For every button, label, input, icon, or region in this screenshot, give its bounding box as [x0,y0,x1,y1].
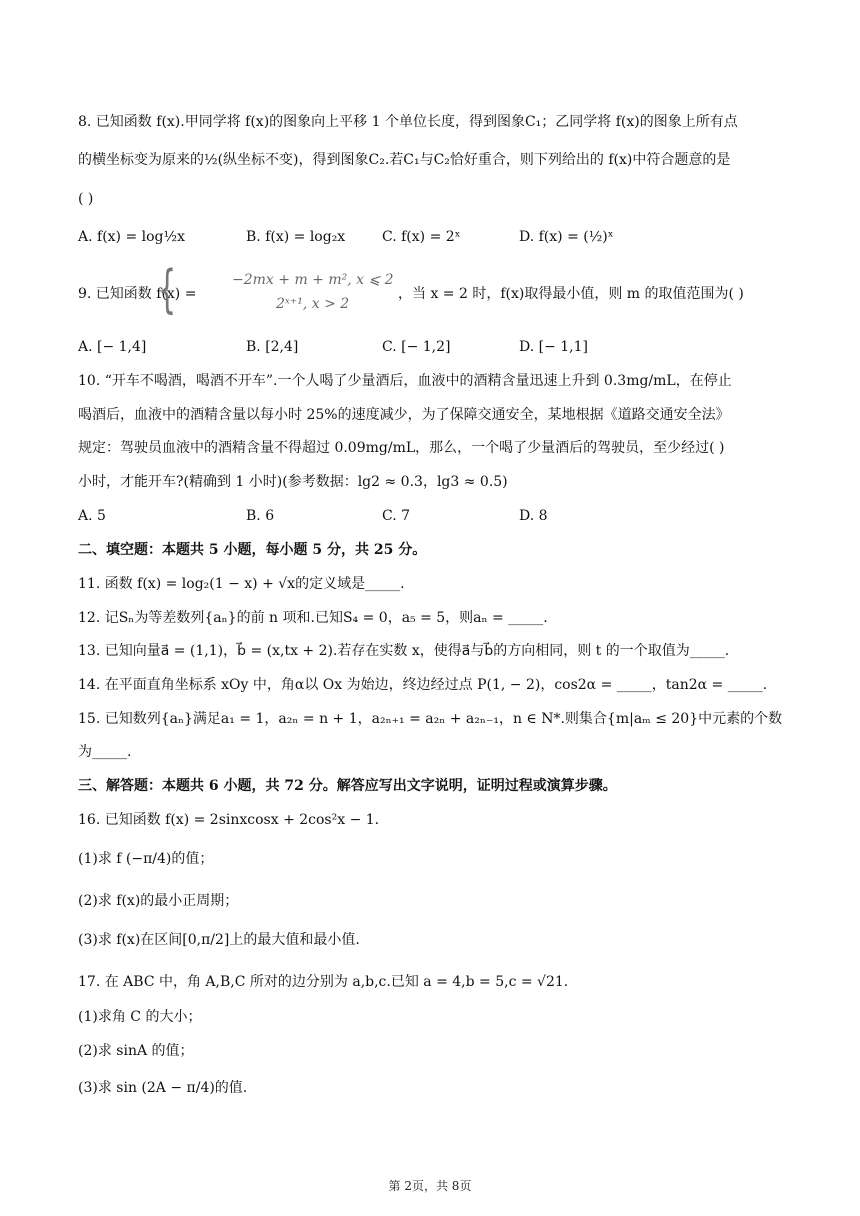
q9-case-1: −2mx + m + m², x ⩽ 2 [232,272,394,288]
q14-text: 14. 在平面直角坐标系 xOy 中，角α以 Ox 为始边，终边经过点 P(1, − 2)，cos2α = _____，tan2α = _____. [78,677,768,693]
q12-text: 12. 记Sₙ为等差数列{aₙ}的前 n 项和.已知S₄ = 0，a₅ = 5，则aₙ = _____. [78,610,548,626]
q8-line2: 的横坐标变为原来的½(纵坐标不变)，得到图象C₂.若C₁与C₂恰好重合，则下列给出的 f(x)中符合题意的是 [78,152,731,168]
q16-part-1: (1)求 f (−π/4)的值； [78,851,214,867]
q10-option-d: D. 8 [519,508,548,524]
q10-line4: 小时，才能开车?(精确到 1 小时)(参考数据：lg2 ≈ 0.3，lg3 ≈ 0.5) [78,474,508,490]
q11-text: 11. 函数 f(x) = log₂(1 − x) + √x的定义域是_____. [78,576,405,592]
q13-text: 13. 已知向量a⃗ = (1,1)，b⃗ = (x,tx + 2).若存在实数 x，使得a⃗与b⃗的方向相同，则 t 的一个取值为_____. [78,643,730,659]
q8-option-d: D. f(x) = (½)ˣ [519,229,614,245]
q17-stem: 17. 在 ABC 中，角 A,B,C 所对的边分别为 a,b,c.已知 a = 4,b = 5,c = √21. [78,974,569,990]
q9-piecewise-function [158,260,398,322]
q10-line1: 10. “开车不喝酒，喝酒不开车”.一个人喝了少量酒后，血液中的酒精含量迅速上升到 0.3mg/mL，在停止 [78,373,732,389]
q8-option-b: B. f(x) = log₂x [246,229,346,245]
q8-option-a: A. f(x) = log½x [78,229,185,245]
q16-part-2: (2)求 f(x)的最小正周期； [78,893,239,909]
q17-part-2: (2)求 sinA 的值； [78,1043,194,1059]
page-footer: 第 2页，共 8页 [388,1179,472,1193]
q16-part-3: (3)求 f(x)在区间[0,π/2]上的最大值和最小值. [78,932,360,948]
section-2-heading: 二、填空题：本题共 5 小题，每小题 5 分，共 25 分。 [78,542,427,558]
q9-suffix: ，当 x = 2 时，f(x)取得最小值，则 m 的取值范围为( ) [398,286,744,302]
q9-option-b: B. [2,4] [246,339,299,355]
q15-line1: 15. 已知数列{aₙ}满足a₁ = 1，a₂ₙ = n + 1，a₂ₙ₊₁ = a₂ₙ + a₂ₙ₋₁，n ∈ N*.则集合{m|aₘ ≤ 20}中元素的个数 [78,711,783,727]
q15-line2: 为_____. [78,744,132,760]
q8-line1: 8. 已知函数 f(x).甲同学将 f(x)的图象向上平移 1 个单位长度，得到图象C₁；乙同学将 f(x)的图象上所有点 [78,114,738,130]
q9-prefix: 9. 已知函数 f(x) = [78,286,197,302]
section-3-heading: 三、解答题：本题共 6 小题，共 72 分。解答应写出文字说明，证明过程或演算步骤。 [78,778,617,794]
q9-option-a: A. [− 1,4] [78,339,147,355]
q9-option-c: C. [− 1,2] [382,339,451,355]
q9-case-2: 2ˣ⁺¹, x > 2 [276,296,350,312]
q10-option-a: A. 5 [78,508,106,524]
q16-stem: 16. 已知函数 f(x) = 2sinxcosx + 2cos²x − 1. [78,812,380,828]
q9-option-d: D. [− 1,1] [519,339,588,355]
q10-option-c: C. 7 [382,508,411,524]
q10-option-b: B. 6 [246,508,275,524]
q10-line2: 喝酒后，血液中的酒精含量以每小时 25%的速度减少，为了保障交通安全，某地根据《道路交通安全法》 [78,407,730,423]
q17-part-1: (1)求角 C 的大小； [78,1009,202,1025]
q10-line3: 规定：驾驶员血液中的酒精含量不得超过 0.09mg/mL，那么，一个喝了少量酒后的驾驶员，至少经过( ) [78,440,725,456]
q8-option-c: C. f(x) = 2ˣ [382,229,461,245]
q17-part-3: (3)求 sin (2A − π/4)的值. [78,1080,248,1096]
q8-line3: ( ) [78,191,94,207]
left-brace-icon: { [158,260,177,320]
